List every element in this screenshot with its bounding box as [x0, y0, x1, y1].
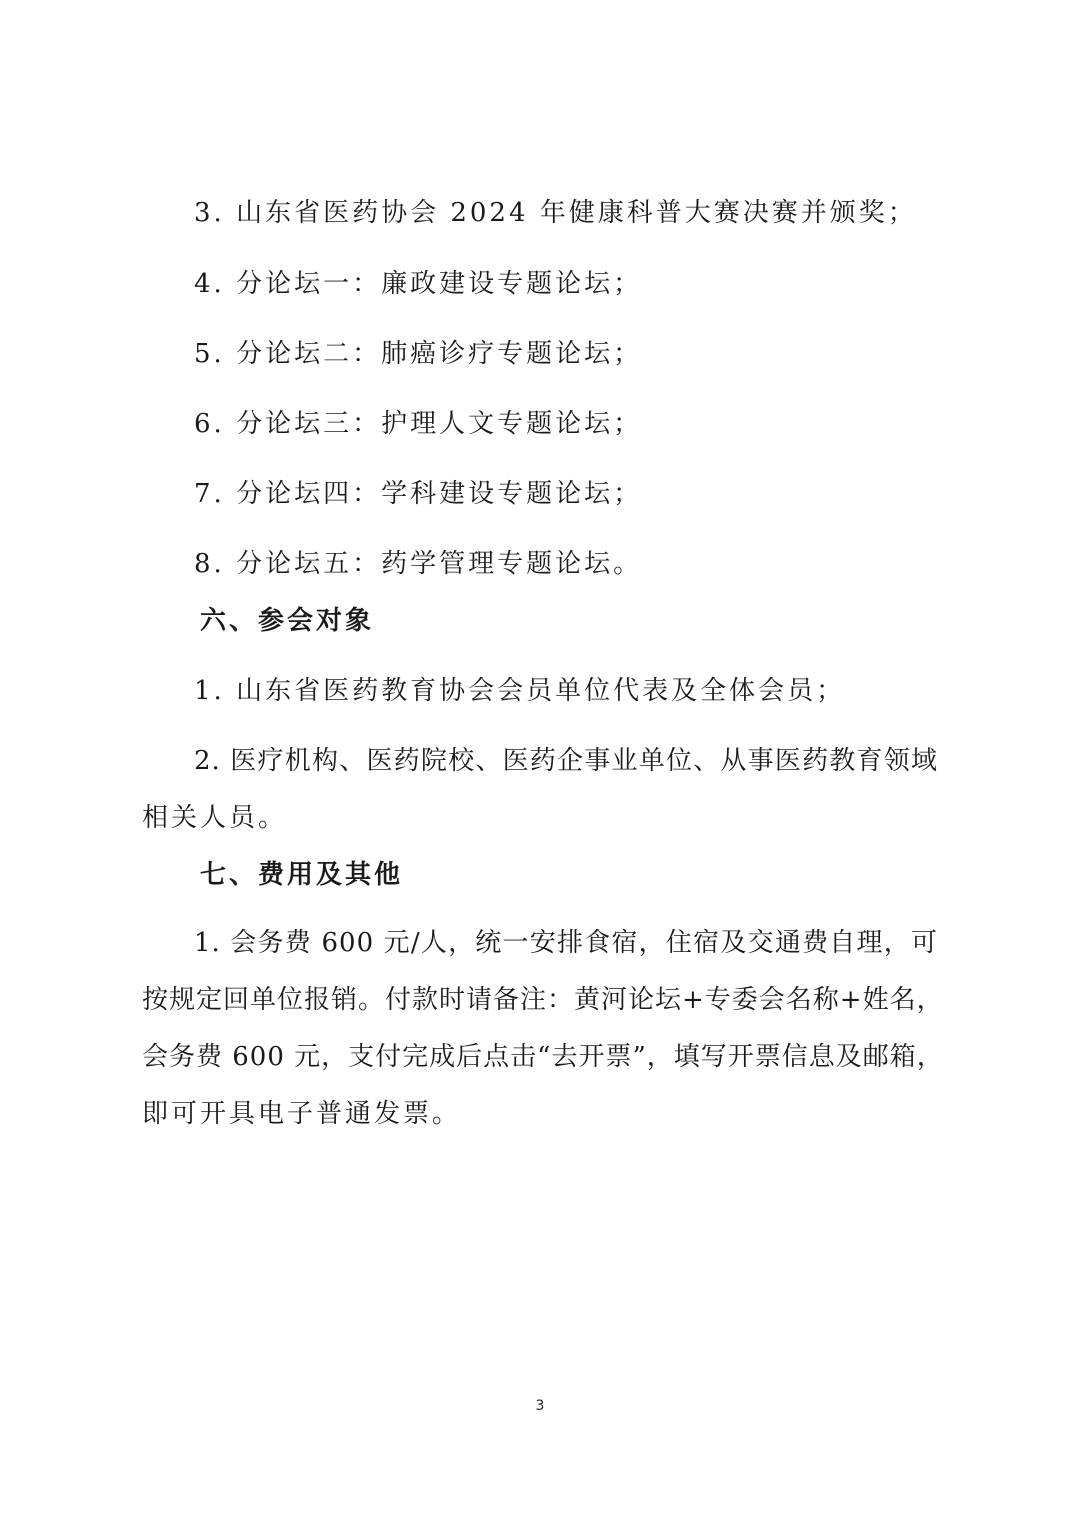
agenda-item-3: 3. 山东省医药协会 2024 年健康科普大赛决赛并颁奖；: [194, 198, 917, 228]
attendees-item-2-line-2: 相关人员。: [142, 803, 288, 833]
agenda-item-5: 5. 分论坛二：肺癌诊疗专题论坛；: [194, 339, 643, 369]
section-heading-fees: 七、费用及其他: [200, 860, 404, 890]
attendees-item-2-line-1: 2. 医疗机构、医药院校、医药企事业单位、从事医药教育领域: [194, 746, 938, 776]
agenda-item-4: 4. 分论坛一：廉政建设专题论坛；: [194, 269, 643, 299]
page-number: 3: [535, 1398, 545, 1414]
fees-item-1-line-3: 会务费 600 元，支付完成后点击“去开票”，填写开票信息及邮箱，: [142, 1042, 944, 1072]
fees-item-1-line-1: 1. 会务费 600 元/人，统一安排食宿，住宿及交通费自理，可: [194, 928, 938, 958]
section-heading-attendees: 六、参会对象: [200, 606, 375, 636]
agenda-item-6: 6. 分论坛三：护理人文专题论坛；: [194, 409, 643, 439]
attendees-item-1: 1. 山东省医药教育协会会员单位代表及全体会员；: [194, 676, 846, 706]
fees-item-1-line-2: 按规定回单位报销。付款时请备注：黄河论坛+专委会名称+姓名，: [142, 985, 944, 1015]
agenda-item-7: 7. 分论坛四：学科建设专题论坛；: [194, 479, 643, 509]
agenda-item-8: 8. 分论坛五：药学管理专题论坛。: [194, 549, 643, 579]
fees-item-1-line-4: 即可开具电子普通发票。: [142, 1099, 462, 1129]
